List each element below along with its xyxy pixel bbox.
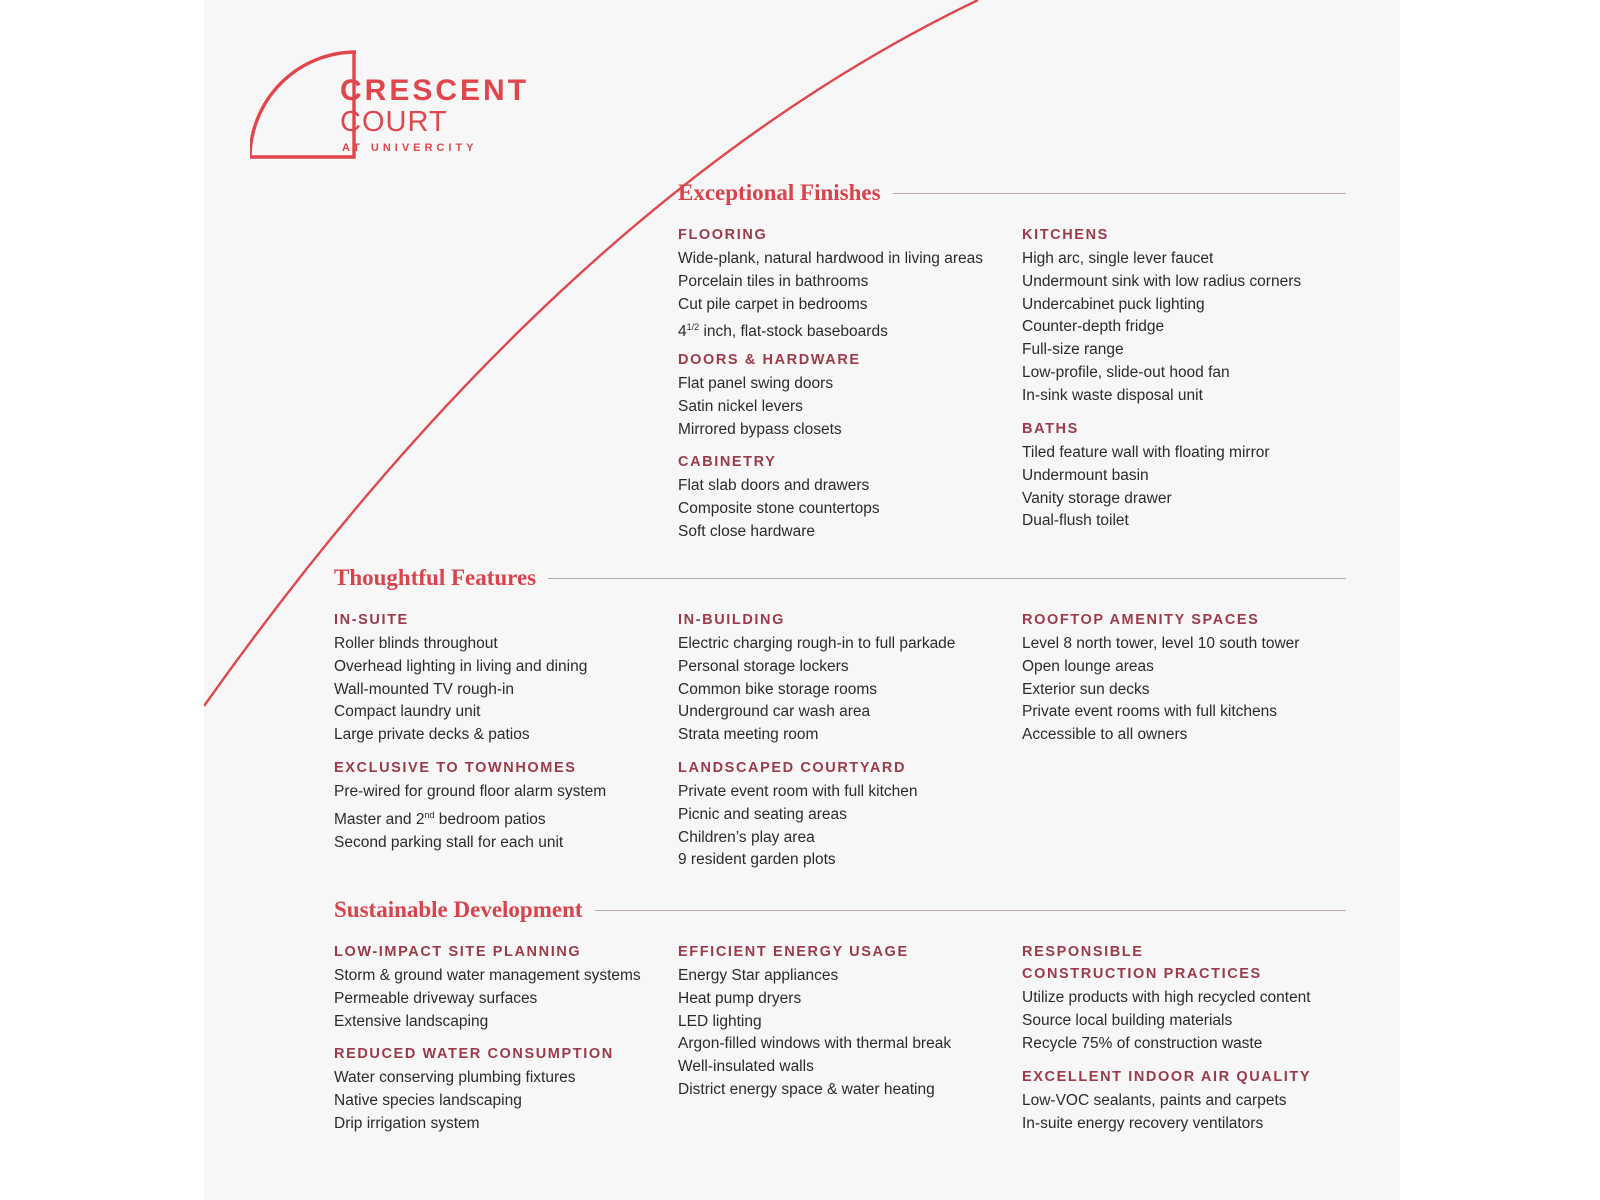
section-title: Exceptional Finishes [678,180,881,205]
list-item: Compact laundry unit [334,703,481,721]
list-item: Level 8 north tower, level 10 south tower [1022,635,1300,652]
list-item: Open lounge areas [1022,657,1154,675]
list-item: Electric charging rough-in to full parkade [678,635,956,652]
group-title: CABINETRY [678,454,777,470]
group-efficient-energy-usage [678,941,1018,1102]
list-item: Picnic and seating areas [678,805,847,823]
list-item: High arc, single lever faucet [1022,250,1214,267]
list-item-baseboards: $4^{1/2}$ inch, flat-stock baseboards [678,322,888,341]
group-title: BATHS [1022,421,1079,437]
list-item: Source local building materials [1022,1011,1233,1029]
list-item: Cut pile carpet in bedrooms [678,295,868,313]
list-item: Private event room with full kitchen [678,783,918,800]
list-item: Wall-mounted TV rough-in [334,680,515,698]
list-item: Porcelain tiles in bathrooms [678,272,869,290]
list-item: Pre-wired for ground floor alarm system [334,783,607,800]
group-responsible-construction-practices [1022,941,1362,1055]
group-title-line1: RESPONSIBLE [1022,944,1144,960]
group-baths [1022,418,1362,533]
list-item: Composite stone countertops [678,499,880,517]
list-item: Undermount basin [1022,466,1149,484]
section-thoughtful-features [334,565,1346,591]
group-rooftop-amenity-spaces [1022,609,1362,747]
group-cabinetry [678,451,1018,543]
list-item: Mirrored bypass closets [678,420,842,438]
list-item: Utilize products with high recycled content [1022,989,1311,1006]
list-item: Counter-depth fridge [1022,318,1165,336]
list-item: In-sink waste disposal unit [1022,386,1203,404]
group-title-line2: CONSTRUCTION PRACTICES [1022,966,1262,982]
group-title: ROOFTOP AMENITY SPACES [1022,612,1260,628]
list-item: Strata meeting room [678,726,819,744]
list-item: Personal storage lockers [678,657,849,675]
group-in-building [678,609,1018,747]
group-title: REDUCED WATER CONSUMPTION [334,1046,614,1062]
list-item: Satin nickel levers [678,397,803,415]
group-exclusive-townhomes [334,757,674,855]
group-low-impact-site-planning [334,941,674,1033]
section-sustainable-development [334,897,1346,923]
list-item: Dual-flush toilet [1022,512,1129,530]
logo-univercity-text: AT UNIVERCITY [342,142,478,154]
section-exceptional-finishes [678,180,1346,206]
list-item: Exterior sun decks [1022,680,1150,698]
group-kitchens [1022,224,1362,408]
list-item: Permeable driveway surfaces [334,989,538,1007]
group-excellent-indoor-air-quality [1022,1066,1362,1136]
list-item: Vanity storage drawer [1022,489,1172,507]
list-item: Children’s play area [678,828,815,846]
group-title: IN-SUITE [334,612,409,628]
group-in-suite [334,609,674,747]
list-item: Energy Star appliances [678,967,839,984]
list-item: Low-profile, slide-out hood fan [1022,363,1230,381]
section-divider [893,193,1346,194]
group-title: DOORS & HARDWARE [678,352,861,368]
list-item: Underground car wash area [678,703,871,721]
group-title: LANDSCAPED COURTYARD [678,760,907,776]
logo-crescent-text: CRESCENT [340,74,530,107]
list-item: Undermount sink with low radius corners [1022,272,1302,290]
list-item: Water conserving plumbing fixtures [334,1069,576,1086]
list-item: Native species landscaping [334,1091,522,1109]
group-flooring [678,224,1018,344]
group-title: EFFICIENT ENERGY USAGE [678,944,909,960]
list-item: Roller blinds throughout [334,635,498,652]
group-reduced-water-consumption [334,1043,674,1135]
section-divider [548,578,1346,579]
list-item: Wide-plank, natural hardwood in living areas [678,250,983,267]
group-title: FLOORING [678,227,768,243]
group-title: EXCLUSIVE TO TOWNHOMES [334,760,577,776]
list-item: Accessible to all owners [1022,726,1188,744]
group-title: EXCELLENT INDOOR AIR QUALITY [1022,1069,1312,1085]
logo-court-text: COURT [340,106,448,138]
crescent-court-logo [250,50,540,160]
list-item: Large private decks & patios [334,726,530,744]
list-item: 9 resident garden plots [678,851,836,869]
list-item: Low-VOC sealants, paints and carpets [1022,1092,1287,1109]
section-divider [595,910,1346,911]
brochure-page [204,0,1400,1200]
list-item: Heat pump dryers [678,989,802,1007]
group-title: LOW-IMPACT SITE PLANNING [334,944,582,960]
section-title: Sustainable Development [334,897,583,922]
list-item: LED lighting [678,1012,762,1030]
group-doors-hardware [678,349,1018,441]
list-item: Drip irrigation system [334,1114,480,1132]
list-item: Overhead lighting in living and dining [334,657,588,675]
list-item: In-suite energy recovery ventilators [1022,1114,1264,1132]
group-landscaped-courtyard [678,757,1018,872]
list-item: Second parking stall for each unit [334,833,564,851]
list-item: Tiled feature wall with floating mirror [1022,444,1270,461]
list-item: Flat slab doors and drawers [678,477,870,494]
list-item: Soft close hardware [678,522,815,540]
list-item: Well-insulated walls [678,1058,814,1076]
group-title: IN-BUILDING [678,612,786,628]
group-title: KITCHENS [1022,227,1109,243]
list-item: Flat panel swing doors [678,375,834,392]
list-item: Extensive landscaping [334,1012,489,1030]
list-item: Recycle 75% of construction waste [1022,1034,1263,1052]
list-item: Common bike storage rooms [678,680,877,698]
list-item-bedroom-patios: Master and 2nd bedroom patios [334,809,546,828]
list-item: Argon-filled windows with thermal break [678,1035,952,1053]
list-item: Storm & ground water management systems [334,967,641,984]
list-item: Private event rooms with full kitchens [1022,703,1277,721]
list-item: Full-size range [1022,341,1124,359]
list-item: Undercabinet puck lighting [1022,295,1205,313]
section-title: Thoughtful Features [334,565,537,590]
list-item: District energy space & water heating [678,1080,935,1098]
